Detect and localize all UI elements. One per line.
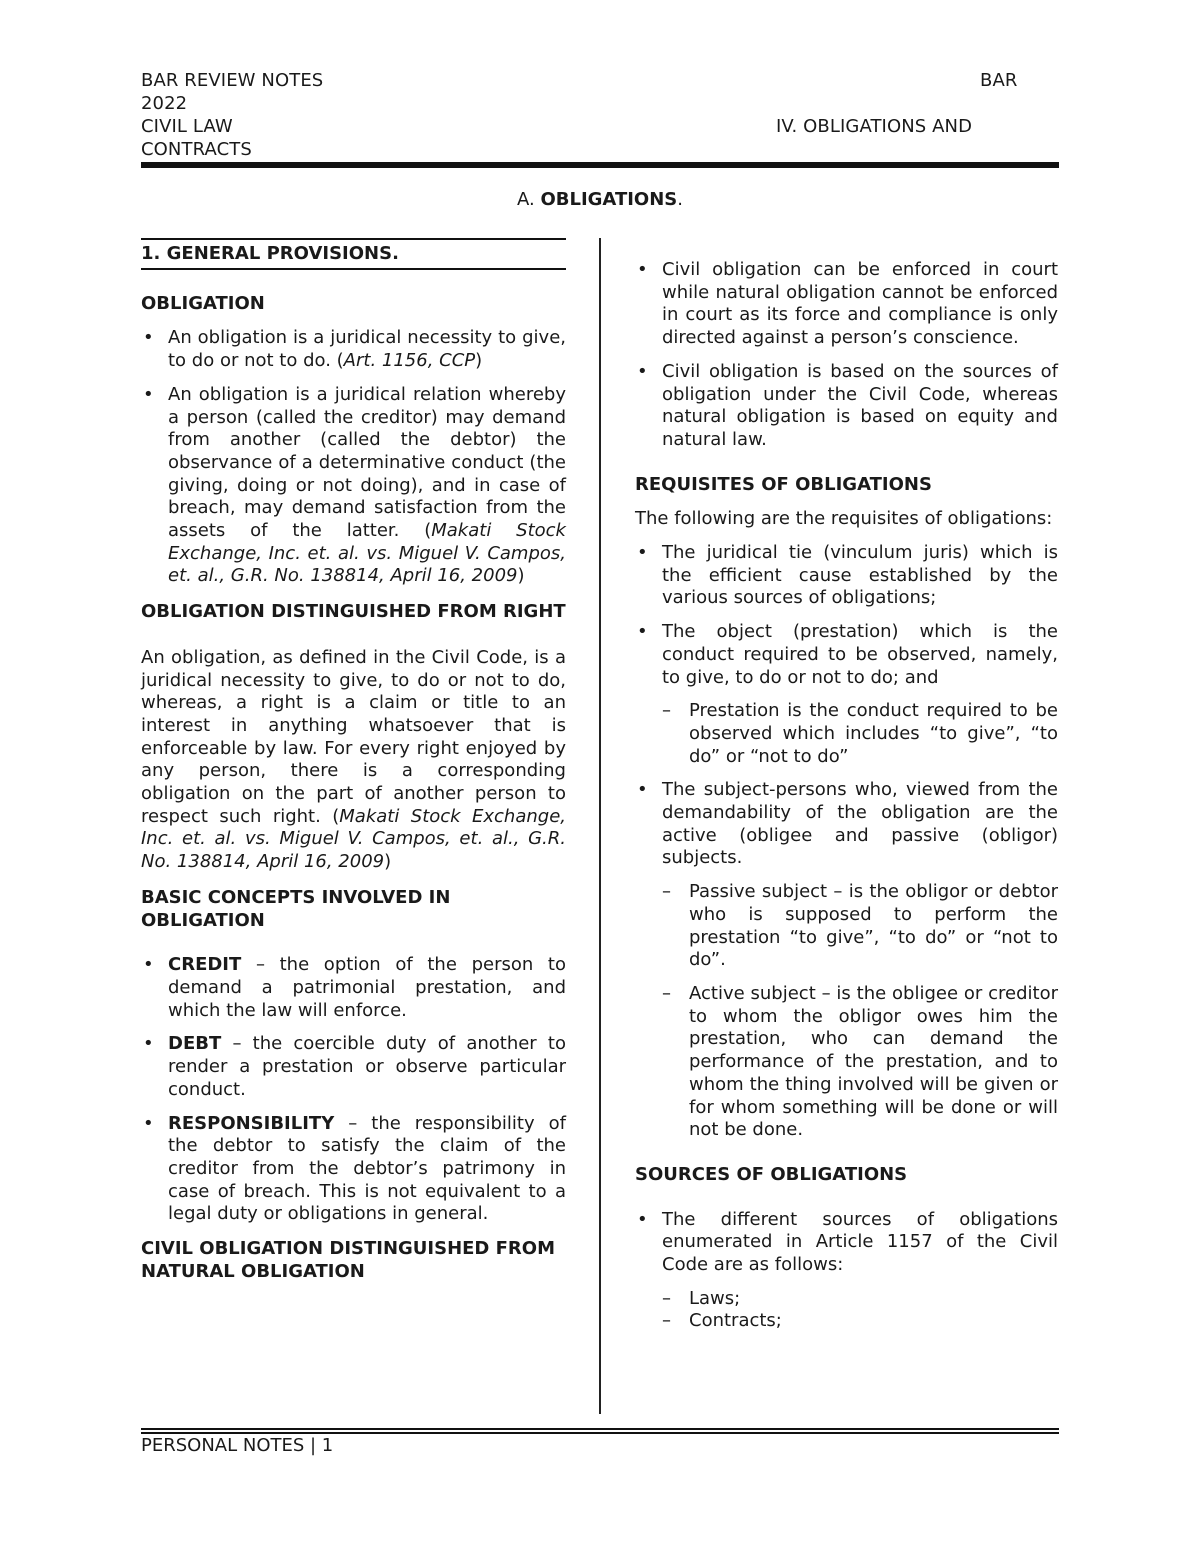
bullet-icon: • — [143, 954, 154, 976]
civil-natural-heading: CIVIL OBLIGATION DISTINGUISHED FROM NATURAL OBLIGATION — [141, 1238, 556, 1282]
bullet-icon: • — [143, 327, 154, 349]
sources-sublist — [662, 1288, 1058, 1333]
bullet-icon: • — [637, 621, 648, 643]
list-item: – Contracts; — [662, 1310, 782, 1332]
section-title: A. OBLIGATIONS. — [517, 189, 683, 210]
basic-concepts-list — [141, 954, 566, 1226]
bullet-icon: • — [143, 1033, 154, 1055]
list-item: • An obligation is a juridical necessity to give, to do or not to do. (Art. 1156, CCP) — [143, 327, 566, 372]
dash-icon: – — [662, 1287, 671, 1309]
basic-concepts-heading: BASIC CONCEPTS INVOLVED IN OBLIGATION — [141, 886, 451, 931]
dash-icon: – — [662, 1310, 671, 1332]
requisites-intro: The following are the requisites of obligations: — [635, 508, 1053, 530]
header-title: BAR REVIEW NOTES — [141, 70, 324, 91]
requisites-list — [635, 542, 1058, 1142]
list-item: • CREDIT – the option of the person to demand a patrimonial prestation, and which the law will enforce. — [143, 954, 566, 1021]
list-item: – Prestation is the conduct required to be observed which includes “to give”, “to do” or “not to do” — [662, 700, 1058, 767]
bullet-icon: • — [637, 1208, 648, 1230]
distinguished-paragraph: An obligation, as defined in the Civil Code, is a juridical necessity to give, to do or not to do, whereas, a right is a claim or title to an interest in anything whatsoever that is enforceable by law. For every right enjoyed by any person, there is a corresponding obligation on the part of another person to respect such right. (Makati Stock Exchange, Inc. et. al. vs. Miguel V. Campos, et. al., G.R. No. 138814, April 16, 2009) — [141, 646, 566, 873]
list-item: • The object (prestation) which is the conduct required to be observed, namely, to give, to do or not to do; and – Prestation is the conduct required to be observed which includes “to give”, “to do” or “not to do” — [637, 621, 1058, 767]
prestation-sublist — [662, 700, 1058, 768]
list-item: – Laws; — [662, 1287, 741, 1309]
obligation-definitions — [141, 327, 566, 588]
list-item: • Civil obligation is based on the sources of obligation under the Civil Code, whereas natural obligation is based on equity and natural law. — [637, 360, 1058, 450]
column-divider — [599, 238, 601, 1414]
bullet-icon: • — [637, 542, 648, 564]
footer-rule — [141, 1428, 1059, 1430]
list-item: • Civil obligation can be enforced in court while natural obligation cannot be enforced in court as its force and compliance is only directed against a person’s conscience. — [637, 259, 1058, 349]
dash-icon: – — [662, 700, 671, 722]
header-subject: CIVIL LAW — [141, 116, 233, 137]
bullet-icon: • — [637, 259, 648, 280]
subjects-sublist — [662, 881, 1058, 1142]
general-provisions-heading: 1. GENERAL PROVISIONS. — [141, 238, 566, 270]
header-year: 2022 — [141, 93, 188, 114]
list-item: • The subject-persons who, viewed from the demandability of the obligation are the active (obligee and passive (obligor) subjects. – Passive subject – is the obligor or debtor who is supposed to perform the prestation “to give”, “to do” or “not to do”. – Active subject – is the obligee or creditor to whom the obligor owes him the prestation, who can demand the performance of the prestation, and to whom the thing involved will be given or for whom something will be done or will not be done. — [637, 779, 1058, 1141]
page-footer: PERSONAL NOTES | 1 — [141, 1435, 334, 1456]
header-topic-continued: CONTRACTS — [141, 139, 252, 160]
right-column — [635, 259, 1058, 1333]
list-item: – Passive subject – is the obligor or debtor who is supposed to perform the prestation “to give”, “to do” or “not to do”. — [662, 881, 1058, 971]
bullet-icon: • — [637, 779, 648, 801]
civil-natural-list — [635, 259, 1058, 452]
list-item: • The juridical tie (vinculum juris) which is the efficient cause established by the various sources of obligations; — [637, 542, 1058, 609]
header-bar-label: BAR — [980, 70, 1018, 91]
header-topic: IV. OBLIGATIONS AND — [776, 116, 973, 137]
bullet-icon: • — [143, 1112, 154, 1134]
sources-heading: SOURCES OF OBLIGATIONS — [635, 1163, 908, 1185]
bullet-icon: • — [637, 360, 648, 382]
list-item: • RESPONSIBILITY – the responsibility of the debtor to satisfy the claim of the creditor from the debtor’s patrimony in case of breach. This is not equivalent to a legal duty or obligations in general. — [143, 1112, 566, 1225]
distinguished-heading: OBLIGATION DISTINGUISHED FROM RIGHT — [141, 601, 566, 623]
list-item: • DEBT – the coercible duty of another to render a prestation or observe particular conduct. — [143, 1033, 566, 1100]
obligation-heading: OBLIGATION — [141, 292, 265, 314]
list-item: • An obligation is a juridical relation whereby a person (called the creditor) may demand from another (called the debtor) the observance of a determinative conduct (the giving, doing or not doing), and in case of breach, may demand satisfaction from the assets of the latter. (Makati Stock Exchange, Inc. et. al. vs. Miguel V. Campos, et. al., G.R. No. 138814, April 16, 2009) — [143, 383, 566, 587]
sources-list — [635, 1209, 1058, 1277]
dash-icon: – — [662, 881, 671, 903]
requisites-heading: REQUISITES OF OBLIGATIONS — [635, 473, 932, 495]
left-column — [141, 238, 566, 1283]
footer-rule-secondary — [141, 1432, 1059, 1434]
header-rule — [141, 162, 1059, 168]
list-item: • The different sources of obligations enumerated in Article 1157 of the Civil Code are as follows: — [637, 1208, 1058, 1276]
dash-icon: – — [662, 982, 671, 1004]
list-item: – Active subject – is the obligee or creditor to whom the obligor owes him the prestation, who can demand the performance of the prestation, and to whom the thing involved will be given or for whom something will be done or will not be done. — [662, 982, 1058, 1141]
header-left — [141, 69, 641, 161]
bullet-icon: • — [143, 383, 154, 405]
